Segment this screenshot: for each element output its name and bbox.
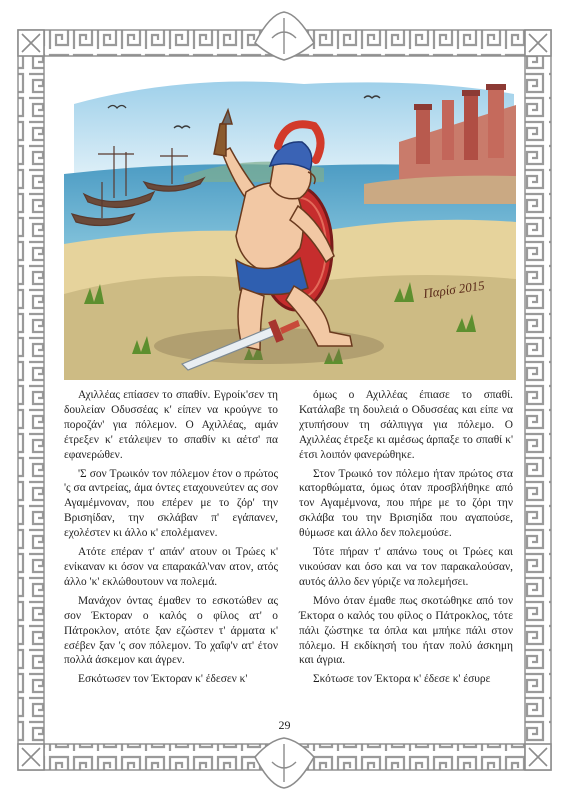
achilles-illustration <box>64 64 516 380</box>
right-paragraph: Σκότωσε τον Έκτορα κ' έδεσε κ' έσυρε <box>313 673 491 686</box>
left-paragraph: Εσκότωσεν τον Έκτοραν κ' έδεσεν κ' <box>78 673 248 686</box>
right-paragraph: Τότε πήραν τ' απάνω τους οι Τρώες και νικούσαν και όσο και να τον παρακαλούσαν, αυτός άλλο δεν γύριζε να πολεμήσει. <box>299 546 513 588</box>
left-paragraph: Μανάχον όντας έμαθεν το εσκοτώθεν ας σον Έκτοραν ο καλός ο φίλος ατ' ο Πάτροκλον, ατότε ξαν εζώστεν τ' άρματα κ' εσέβεν ξαν 'ς σον πόλεμον. Το χαΐφ'ν ατ' έτον πολλά άσκεμον και άγρεν. <box>64 594 278 667</box>
left-column-pontic-text <box>64 388 278 691</box>
right-column-greek-text <box>299 388 513 691</box>
page-number: 29 <box>278 718 291 732</box>
left-paragraph: 'Σ σον Τρωικόν τον πόλεμον έτον ο πρώτος 'ς σα αντρείας, άμα όντες εταχουνεύτεν ας σον Αγαμέμνοναν, που επέρεν με το ζόρ' την Βρισηίδαν, την σκλάβαν π' εγάπανεν, εχολέστεν κι άλλο κ' επολέμανεν. <box>64 467 278 540</box>
right-paragraph: όμως ο Αχιλλέας έπιασε το σπαθί. Κατάλαβε τη δουλειά ο Οδυσσέας και είπε να χτυπήσουν τη σάλπιγγα για πόλεμο. Ο Αχιλλέας έτρεξε κι αμέσως άρπαξε το σπαθί κ' έτσι λοιπόν φανερώθηκε. <box>299 389 513 461</box>
right-paragraph: Μόνο όταν έμαθε πως σκοτώθηκε από τον Έκτορα ο καλός του φίλος ο Πάτροκλος, τότε πάλι ζώστηκε τα όπλα και μπήκε πάλι στον πόλεμο. Η εκδίκησή του ήταν πολύ άσκημη και άγρια. <box>299 594 513 667</box>
left-paragraph: Ατότε επέραν τ' απάν' ατουν οι Τρώες κ' ενίκαναν κι όσον να επαρακάλ'ναν ατον, ατός άλλο 'κ' εκλώθουτουν να πολεμά. <box>64 546 278 588</box>
right-paragraph: Στον Τρωικό τον πόλεμο ήταν πρώτος στα κατορθώματα, όμως όταν προσβλήθηκε από τον Αγαμέμνονα, που πήρε με το ζόρι την σκλάβα του την Βρισηίδα που αγαπούσε, θύμωσε και άλλο δεν πολεμούσε. <box>299 467 513 540</box>
artist-signature: Παρίσ 2015 <box>422 277 486 301</box>
left-paragraph: Αχιλλέας επίασεν το σπαθίν. Εγροίκ'σεν τη δουλείαν Οδυσσέας κ' είπεν να κρούγνε το ποροζάν' για πόλεμον. Ο Αχιλλέας, αμάν έτρεξεν κ' ετάλεψεν το σπαθίν κι αέτσ' πα εφανερώθεν. <box>64 389 278 461</box>
